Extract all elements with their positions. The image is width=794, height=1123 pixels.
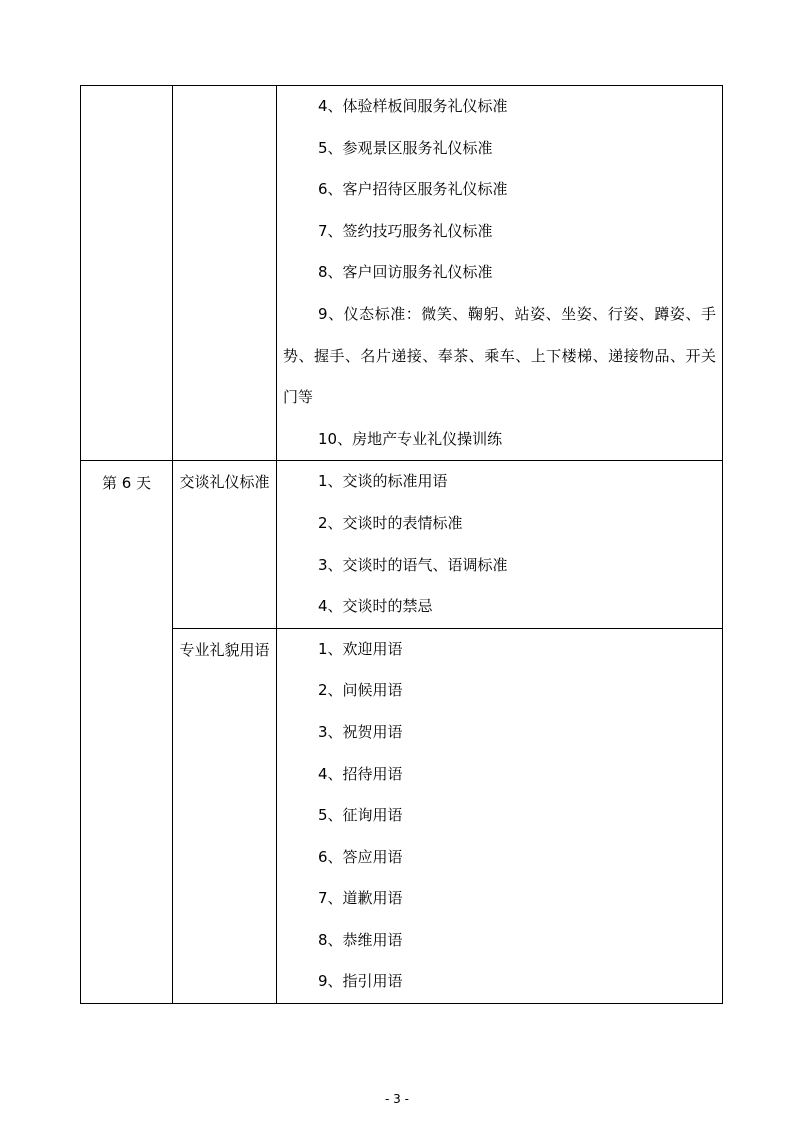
list-item: 10、房地产专业礼仪操训练 [318,429,503,448]
item-list [277,461,722,627]
list-item: 7、道歉用语 [318,889,403,908]
content-cell [277,628,723,1003]
list-item: 9、指引用语 [318,972,403,991]
topic-cell-empty [173,86,277,461]
list-item: 6、客户招待区服务礼仪标准 [318,180,508,199]
list-item: 4、招待用语 [318,764,403,783]
list-item: 5、征询用语 [318,806,403,825]
table-row-day6-b [81,628,723,1003]
table-row-day6-a [81,461,723,628]
topic-cell [173,461,277,628]
content-cell [277,86,723,461]
list-item: 5、参观景区服务礼仪标准 [318,138,493,157]
schedule-table [80,85,723,1004]
list-item: 2、交谈时的表情标准 [318,513,463,532]
list-item: 4、交谈时的禁忌 [318,597,433,616]
item-list [277,629,722,1003]
table-row-continued [81,86,723,461]
list-item: 9、仪态标准：微笑、鞠躬、站姿、坐姿、行姿、蹲姿、手势、握手、名片递接、奉茶、乘车、上下楼梯、递接物品、开关门等 [283,304,716,407]
content-cell [277,461,723,628]
list-item: 3、祝贺用语 [318,722,403,741]
list-item: 8、客户回访服务礼仪标准 [318,263,493,282]
list-item: 3、交谈时的语气、语调标准 [318,555,508,574]
topic-label: 交谈礼仪标准 [179,473,270,492]
day-cell-empty [81,86,173,461]
list-item: 2、问候用语 [318,681,403,700]
day-cell [81,461,173,1004]
list-item: 1、欢迎用语 [318,639,403,658]
list-item: 8、恭维用语 [318,930,403,949]
list-item: 4、体验样板间服务礼仪标准 [318,97,508,115]
list-item: 7、签约技巧服务礼仪标准 [318,221,493,240]
topic-cell [173,628,277,1003]
page-number: - 3 - [385,1092,409,1106]
topic-label: 专业礼貌用语 [179,640,270,659]
day-label: 第 6 天 [101,474,152,493]
list-item: 6、答应用语 [318,847,403,866]
list-item: 1、交谈的标准用语 [318,472,448,491]
item-list [277,86,722,460]
